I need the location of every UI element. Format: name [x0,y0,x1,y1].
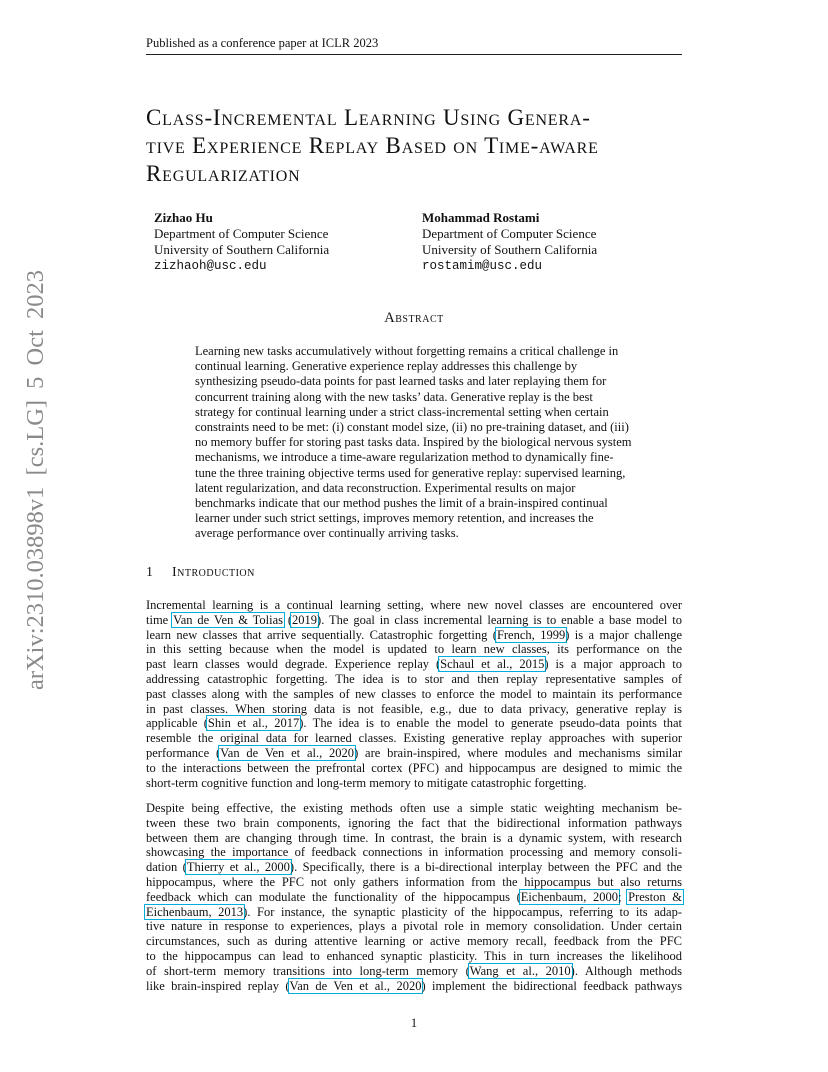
citation-link[interactable]: Shin et al., 2017 [207,716,300,731]
paper-title [146,104,706,188]
citation-link[interactable]: Wang et al., 2010 [469,963,571,978]
text-run: ) are brain-inspired, where modules and mechanisms similar [354,745,682,760]
citation-link[interactable]: Van de Ven et al., 2020 [289,978,422,993]
running-header: Published as a conference paper at ICLR 2023 [146,36,682,55]
text-line [146,860,682,875]
author-block [422,210,597,274]
abstract-text: Learning new tasks accumulatively without forgetting remains a critical challenge in continual learning. Generative experience replay addresses this challenge by synthesizing pseudo-data points for past learned tasks and later replaying them for concurrent training along with the new tasks’ data. Generative replay is the best strategy for continual learning under a strict class-incremental setting when certain constraints need to be met: (i) constant model size, (ii) no pre-training dataset, and (iii) no memory buffer for storing past tasks data. Inspired by the biological nervous system mechanisms, we introduce a time-aware regularization method to dynamically fine-tune the three training objective terms used for generative replay: supervised learning, latent regularization, and data reconstruction. Experimental results on major benchmarks indicate that our method pushes the limit of a brain-inspired continual learner under such strict settings, improves memory retention, and increases the average performance over continually arriving tasks. [195,344,632,541]
abstract-heading: Abstract [384,310,444,326]
text-run: circumstances, such as during attentive learning or active memory recall, feedback from the PFC [146,934,682,949]
text-run: time [146,612,174,627]
text-line [146,628,682,643]
text-line [146,890,682,905]
citation-link[interactable]: Preston & [628,889,682,904]
citation-link[interactable]: Van de Ven & Tolias [173,612,283,627]
text-run: of short-term memory transitions into long-term memory ( [146,963,470,978]
citation-link[interactable]: 2019 [292,612,318,627]
text-line [146,919,682,934]
text-run: in this setting because when the model is updated to learn new classes, its performance on the [146,642,682,657]
text-line [146,934,682,949]
text-line [146,642,682,657]
text-line [146,875,682,890]
text-run: in past classes. When storing data is not feasible, e.g., due to data privacy, generative replay is [146,701,682,716]
text-line [146,716,682,731]
section-heading [146,564,255,582]
title-line: Regularization [146,161,301,186]
text-run: Incremental learning is a continual learning setting, where new novel classes are encountered over [146,598,682,612]
text-run: feedback which can modulate the functionality of the hippocampus ( [146,889,521,904]
section-number: 1 [146,565,153,580]
text-line [146,801,682,816]
text-line [146,964,682,979]
text-line [146,702,682,717]
text-run: like brain-inspired replay ( [146,978,290,993]
author-block [154,210,329,274]
text-run: ) implement the bidirectional feedback pathways [421,978,682,993]
author-department: Department of Computer Science [154,226,329,241]
text-run: between them are changing through time. In contrast, the brain is a dynamic system, with research [146,830,682,845]
text-line [146,613,682,628]
author-department: Department of Computer Science [422,226,597,241]
text-run: dation ( [146,860,187,875]
text-run: applicable ( [146,716,208,731]
title-line: Class-Incremental Learning Using Genera- [146,105,591,130]
text-line [146,831,682,846]
text-run: ). Specifically, there is a bi-directional interplay between the PFC and the [289,860,682,875]
text-run: past classes along with the samples of new classes to enforce the model to maintain its performance [146,686,682,701]
text-line [146,731,682,746]
section-title: Introduction [172,565,255,580]
text-run: showcasing the importance of feedback connections in information processing and memory consoli- [146,845,682,860]
text-run: learn new classes that arrive sequentially. Catastrophic forgetting ( [146,627,497,642]
text-line [146,776,682,791]
text-run: ). For instance, the synaptic plasticity of the hippocampus, referring to its adap- [243,904,682,919]
arxiv-identifier: arXiv:2310.03898v1 [cs.LG] 5 Oct 2023 [22,269,49,691]
author-name: Mohammad Rostami [422,210,540,225]
author-email[interactable]: rostamim@usc.edu [422,259,543,273]
text-line [146,816,682,831]
text-run: performance ( [146,745,221,760]
intro-paragraph-2 [146,801,682,993]
citation-link[interactable]: Eichenbaum, 2000 [520,889,619,904]
text-line [146,672,682,687]
citation-link[interactable]: French, 1999 [496,627,566,642]
author-university: University of Southern California [422,242,598,257]
text-run: ). Although methods [570,963,682,978]
text-run: ). The goal in class incremental learning is to enable a base model to [317,612,682,627]
text-run: resemble the original data for learned classes. Existing generative replay approaches with superior [146,731,682,746]
text-run: hippocampus, where the PFC not only gathers information from the hippocampus but also returns [146,874,682,889]
citation-link[interactable]: Schaul et al., 2015 [440,657,545,672]
text-run: to the interactions between the prefrontal cortex (PFC) and hippocampus are designed to mimic the [146,760,682,775]
text-run: addressing catastrophic forgetting. The idea is to stor and then replay representative samples of [146,671,682,686]
text-run: tive nature in response to experiences, plays a pivotal role in memory consolidation. Under certain [146,919,682,934]
text-line [146,761,682,776]
page-number: 1 [410,1016,418,1030]
text-line [146,598,682,613]
text-run: ; [618,889,629,904]
text-line [146,687,682,702]
text-line [146,746,682,761]
text-line [146,657,682,672]
text-line [146,845,682,860]
citation-link[interactable]: Van de Ven et al., 2020 [220,745,355,760]
text-run: to the hippocampus can lead to enhanced synaptic plasticity. This in turn increases the likelihood [146,948,682,963]
text-run: tween these two brain components, ignoring the fact that the bidirectional information pathways [146,815,682,830]
text-run: ) is a major challenge [565,627,682,642]
intro-paragraph-1 [146,598,682,790]
citation-link[interactable]: Thierry et al., 2000 [186,860,290,875]
text-line [146,949,682,964]
text-run: ). The idea is to enable the model to generate pseudo-data points that [299,716,682,731]
text-run: Despite being effective, the existing methods often use a simple static weighting mechanism be- [146,801,682,815]
text-line [146,905,682,920]
text-run: ) is a major approach to [544,657,682,672]
text-run: past learn classes would degrade. Experience replay ( [146,657,441,672]
text-run: short-term cognitive function and long-term memory to mitigate catastrophic forgetting. [146,775,587,790]
author-university: University of Southern California [154,242,330,257]
title-line: tive Experience Replay Based on Time-aware [146,133,599,158]
text-line [146,979,682,994]
citation-link[interactable]: Eichenbaum, 2013 [146,904,244,919]
text-run: ( [282,612,293,627]
author-name: Zizhao Hu [154,210,213,225]
author-email[interactable]: zizhaoh@usc.edu [154,259,267,273]
